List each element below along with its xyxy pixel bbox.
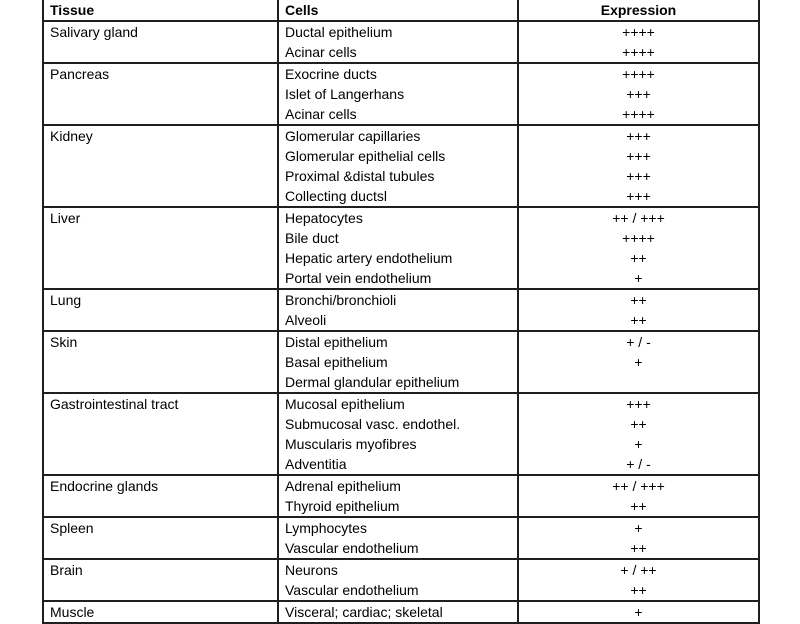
expression-cell: ++ [518, 496, 759, 517]
cell-type-cell: Proximal &distal tubules [278, 166, 518, 186]
expression-cell: +++ [518, 166, 759, 186]
cell-type-cell: Vascular endothelium [278, 580, 518, 601]
column-header-expression: Expression [518, 0, 759, 21]
expression-cell: ++++ [518, 228, 759, 248]
expression-cell: ++ [518, 414, 759, 434]
expression-cell: ++++ [518, 21, 759, 42]
table-row [43, 559, 759, 580]
expression-cell: ++ [518, 580, 759, 601]
tissue-cell: Skin [43, 331, 278, 393]
expression-cell: ++ [518, 248, 759, 268]
table-row [43, 207, 759, 228]
cell-type-cell: Thyroid epithelium [278, 496, 518, 517]
expression-cell: +++ [518, 186, 759, 207]
table-row [43, 601, 759, 623]
cell-type-cell: Vascular endothelium [278, 538, 518, 559]
table-row [43, 21, 759, 42]
tissue-cell: Endocrine glands [43, 475, 278, 517]
cell-type-cell: Islet of Langerhans [278, 84, 518, 104]
expression-cell: ++ [518, 289, 759, 310]
expression-cell: +++ [518, 84, 759, 104]
tissue-cell: Lung [43, 289, 278, 331]
tissue-cell: Pancreas [43, 63, 278, 125]
cell-type-cell: Mucosal epithelium [278, 393, 518, 414]
table-row [43, 125, 759, 146]
cell-type-cell: Collecting ductsl [278, 186, 518, 207]
cell-type-cell: Portal vein endothelium [278, 268, 518, 289]
tissue-cell: Kidney [43, 125, 278, 207]
expression-cell: +++ [518, 393, 759, 414]
expression-cell: ++ / +++ [518, 475, 759, 496]
cell-type-cell: Adventitia [278, 454, 518, 475]
cell-type-cell: Adrenal epithelium [278, 475, 518, 496]
expression-cell: ++ / +++ [518, 207, 759, 228]
cell-type-cell: Hepatocytes [278, 207, 518, 228]
expression-cell [518, 372, 759, 393]
cell-type-cell: Glomerular epithelial cells [278, 146, 518, 166]
table-row [43, 475, 759, 496]
table-row [43, 63, 759, 84]
expression-cell: + / ++ [518, 559, 759, 580]
column-header-tissue: Tissue [43, 0, 278, 21]
expression-cell: + [518, 268, 759, 289]
cell-type-cell: Neurons [278, 559, 518, 580]
table-header [43, 0, 759, 21]
expression-cell: + / - [518, 331, 759, 352]
table-row [43, 393, 759, 414]
table-row [43, 289, 759, 310]
header-row [43, 0, 759, 21]
table-body [43, 21, 759, 623]
expression-cell: ++++ [518, 42, 759, 63]
cell-type-cell: Distal epithelium [278, 331, 518, 352]
expression-cell: ++ [518, 538, 759, 559]
expression-cell: + [518, 601, 759, 623]
cell-type-cell: Exocrine ducts [278, 63, 518, 84]
tissue-cell: Brain [43, 559, 278, 601]
expression-cell: + [518, 517, 759, 538]
expression-cell: ++++ [518, 63, 759, 84]
tissue-cell: Muscle [43, 601, 278, 623]
expression-cell: +++ [518, 125, 759, 146]
expression-cell: ++++ [518, 104, 759, 125]
expression-cell: + [518, 434, 759, 454]
cell-type-cell: Alveoli [278, 310, 518, 331]
table-row [43, 331, 759, 352]
tissue-cell: Gastrointestinal tract [43, 393, 278, 475]
tissue-cell: Spleen [43, 517, 278, 559]
cell-type-cell: Lymphocytes [278, 517, 518, 538]
tissue-expression-table [42, 0, 760, 624]
expression-cell: ++ [518, 310, 759, 331]
table-row [43, 517, 759, 538]
column-header-cells: Cells [278, 0, 518, 21]
expression-cell: + / - [518, 454, 759, 475]
cell-type-cell: Hepatic artery endothelium [278, 248, 518, 268]
cell-type-cell: Submucosal vasc. endothel. [278, 414, 518, 434]
cell-type-cell: Ductal epithelium [278, 21, 518, 42]
cell-type-cell: Glomerular capillaries [278, 125, 518, 146]
cell-type-cell: Bile duct [278, 228, 518, 248]
tissue-cell: Salivary gland [43, 21, 278, 63]
cell-type-cell: Visceral; cardiac; skeletal [278, 601, 518, 623]
cell-type-cell: Bronchi/bronchioli [278, 289, 518, 310]
expression-cell: +++ [518, 146, 759, 166]
cell-type-cell: Acinar cells [278, 104, 518, 125]
tissue-cell: Liver [43, 207, 278, 289]
cell-type-cell: Dermal glandular epithelium [278, 372, 518, 393]
cell-type-cell: Basal epithelium [278, 352, 518, 372]
cell-type-cell: Muscularis myofibres [278, 434, 518, 454]
expression-cell: + [518, 352, 759, 372]
cell-type-cell: Acinar cells [278, 42, 518, 63]
